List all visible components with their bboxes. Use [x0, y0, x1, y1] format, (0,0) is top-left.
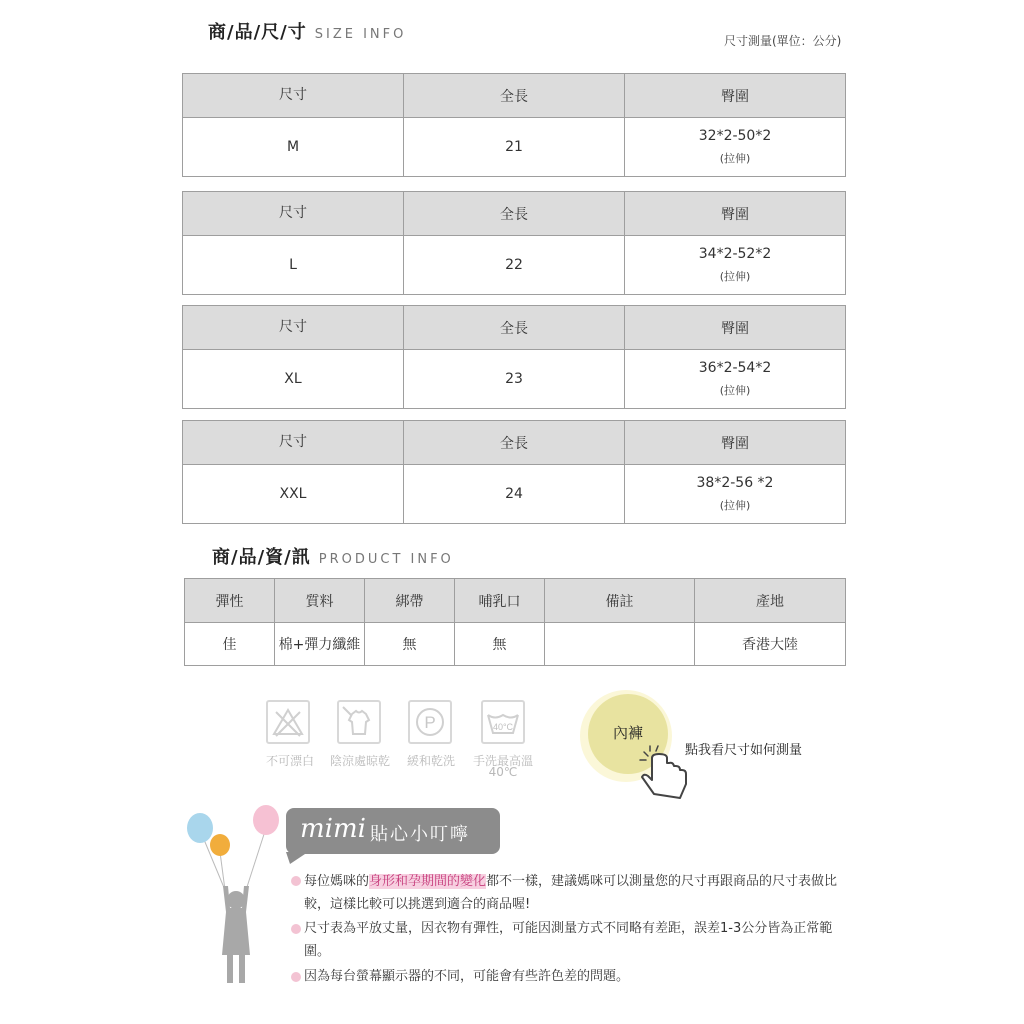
nursing-value: 無	[455, 623, 545, 665]
origin-header: 產地	[695, 579, 845, 623]
elasticity-header: 彈性	[185, 579, 275, 623]
measure-badge-label[interactable]: 內褲	[612, 724, 643, 742]
material-header: 質料	[275, 579, 365, 623]
girl-balloons-illustration	[180, 800, 290, 1000]
brand-logo: mimi	[300, 814, 366, 844]
size-table-xxl	[182, 420, 846, 524]
size-value: XXL	[183, 465, 404, 523]
remarks-value	[545, 623, 695, 665]
measure-link[interactable]: 點我看尺寸如何測量	[685, 743, 803, 758]
product-info-table	[184, 578, 846, 666]
length-header: 全長	[404, 192, 625, 236]
size-info-subtitle: SIZE INFO	[314, 27, 407, 42]
unit-note: 尺寸測量(單位：公分)	[724, 34, 842, 48]
size-value: L	[183, 236, 404, 294]
blue-balloon	[187, 813, 213, 843]
shade-dry-icon	[337, 700, 381, 744]
size-table-xl	[182, 305, 846, 409]
gentle-dry-clean-icon	[408, 700, 452, 744]
hip-header: 臀圍	[625, 192, 845, 236]
product-info-heading	[212, 543, 454, 569]
tip-item-1	[304, 870, 844, 916]
length-value: 24	[404, 465, 625, 523]
size-table-l	[182, 191, 846, 295]
strap-value: 無	[365, 623, 455, 665]
hip-header: 臀圍	[625, 306, 845, 350]
shade-dry-label: 陰涼處晾乾	[329, 754, 390, 768]
hip-value: 32*2-50*2	[698, 128, 772, 144]
size-table-m	[182, 73, 846, 177]
size-info-title: 商/品/尺/寸	[208, 22, 307, 43]
tips-bubble	[286, 808, 500, 854]
tip-bullet	[291, 924, 301, 934]
dry-clean-letter: P	[424, 713, 436, 732]
tip-1-pre: 每位媽咪的	[304, 874, 370, 889]
hip-cell	[625, 236, 845, 294]
tip-bullet	[291, 972, 301, 982]
size-info-heading	[208, 18, 406, 44]
size-value: M	[183, 118, 404, 176]
tip-item-3: 因為每台螢幕顯示器的不同，可能會有些許色差的問題。	[304, 969, 630, 984]
material-value: 棉+彈力纖維	[275, 623, 365, 665]
tips-title: 貼心小叮嚀	[370, 824, 470, 845]
length-header: 全長	[404, 421, 625, 465]
tip-1-post: 都不一樣，建議媽咪可以測量您的尺寸再跟商品的尺寸表做比較，這樣比較可以挑選到適合的商品喔!	[304, 874, 838, 912]
hip-header: 臀圍	[625, 74, 845, 118]
size-header: 尺寸	[183, 74, 404, 118]
nursing-header: 哺乳口	[455, 579, 545, 623]
hip-cell	[625, 350, 845, 408]
length-value: 23	[404, 350, 625, 408]
size-header: 尺寸	[183, 192, 404, 236]
origin-value: 香港大陸	[742, 637, 798, 653]
hip-note: (拉伸)	[719, 499, 751, 512]
tip-item-2: 尺寸表為平放丈量，因衣物有彈性，可能因測量方式不同略有差距，誤差1-3公分皆為正常範圍。	[304, 921, 833, 959]
hip-value: 34*2-52*2	[698, 246, 772, 262]
no-bleach-icon	[266, 700, 310, 744]
size-header: 尺寸	[183, 306, 404, 350]
hip-cell	[625, 465, 845, 523]
hand-wash-temp-label: 40℃	[488, 765, 518, 779]
hip-value: 38*2-56 *2	[696, 475, 774, 491]
length-header: 全長	[404, 306, 625, 350]
product-info-subtitle: PRODUCT INFO	[318, 552, 454, 567]
hand-wash-icon	[481, 700, 525, 744]
hip-value: 36*2-54*2	[698, 360, 772, 376]
remarks-header: 備註	[545, 579, 695, 623]
elasticity-value: 佳	[185, 623, 275, 665]
hip-header: 臀圍	[625, 421, 845, 465]
size-value: XL	[183, 350, 404, 408]
bubble-tail	[286, 852, 308, 864]
length-value: 22	[404, 236, 625, 294]
hip-note: (拉伸)	[719, 384, 751, 397]
length-value: 21	[404, 118, 625, 176]
hip-cell	[625, 118, 845, 176]
temp-badge: 40°C	[492, 722, 514, 732]
strap-header: 綁帶	[365, 579, 455, 623]
orange-balloon	[210, 834, 230, 856]
tip-bullet	[291, 876, 301, 886]
size-header: 尺寸	[183, 421, 404, 465]
hip-note: (拉伸)	[719, 270, 751, 283]
length-header: 全長	[404, 74, 625, 118]
product-info-title: 商/品/資/訊	[212, 547, 311, 568]
gentle-dry-clean-label: 緩和乾洗	[406, 754, 455, 768]
hand-wash-label: 手洗最高溫	[472, 754, 533, 768]
pink-balloon	[253, 805, 279, 835]
no-bleach-label: 不可漂白	[265, 754, 314, 768]
tip-1-highlight: 身形和孕期間的變化	[369, 874, 487, 889]
hip-note: (拉伸)	[719, 152, 751, 165]
